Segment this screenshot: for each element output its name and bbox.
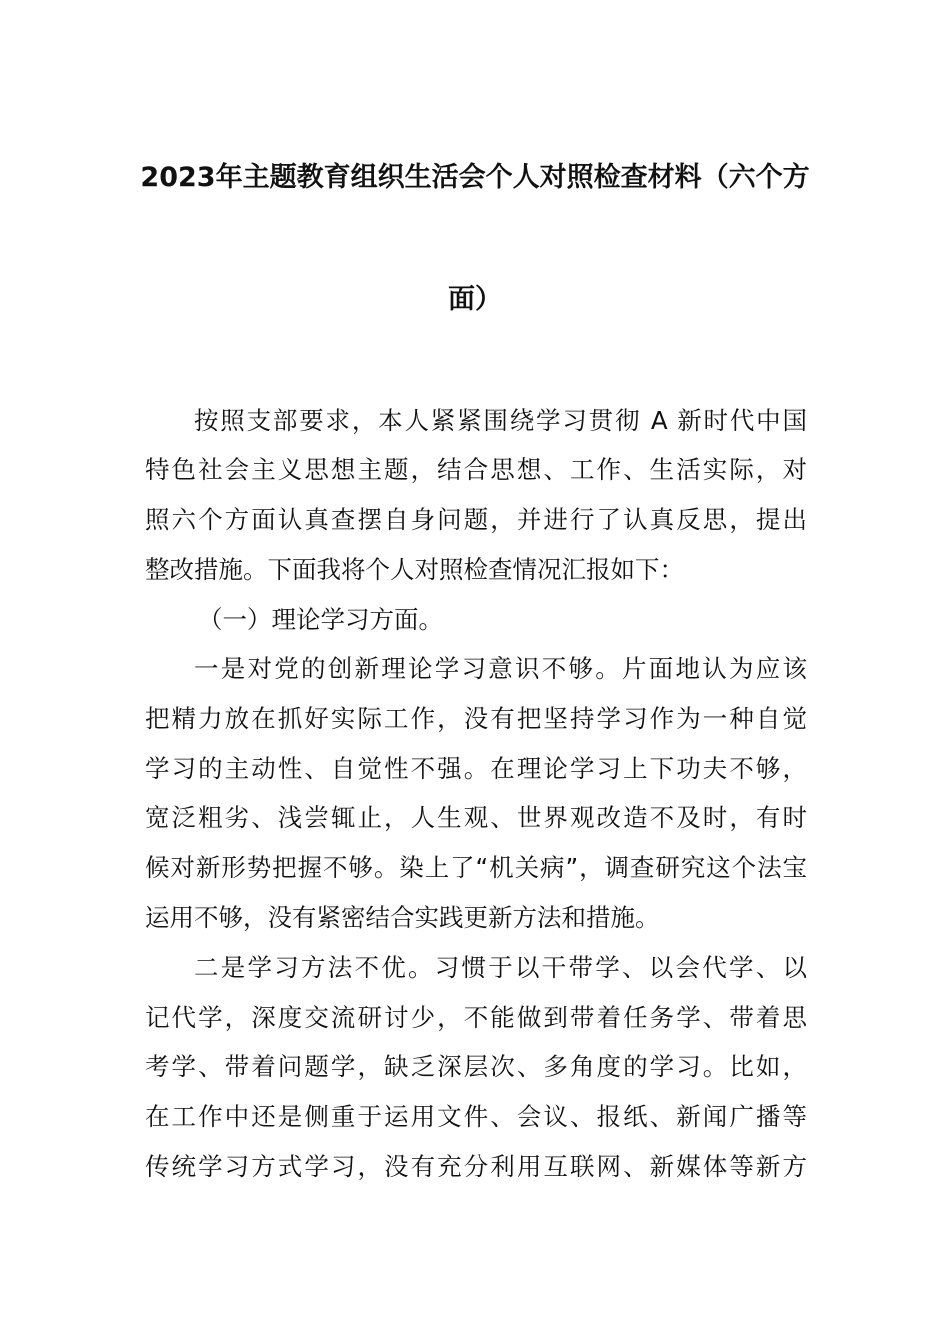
document-title-line-1: 2023年主题教育组织生活会个人对照检查材料（六个方 <box>140 162 810 193</box>
paragraph-line: 学习的主动性、自觉性不强。在理论学习上下功夫不够， <box>145 754 807 783</box>
paragraph-line: 记代学，深度交流研讨少，不能做到带着任务学、带着思 <box>145 1003 807 1032</box>
paragraph-line: 运用不够，没有紧密结合实践更新方法和措施。 <box>145 903 660 932</box>
paragraph-line: 传统学习方式学习，没有充分利用互联网、新媒体等新方 <box>145 1152 807 1181</box>
paragraph-line: 整改措施。下面我将个人对照检查情况汇报如下： <box>145 555 684 584</box>
section-heading: （一）理论学习方面。 <box>198 605 443 634</box>
paragraph-line: 一是对党的创新理论学习意识不够。片面地认为应该 <box>194 654 807 683</box>
paragraph-line: 把精力放在抓好实际工作，没有把坚持学习作为一种自觉 <box>145 704 807 733</box>
paragraph-line: 二是学习方法不优。习惯于以干带学、以会代学、以 <box>194 953 807 982</box>
paragraph-line: 考学、带着问题学，缺乏深层次、多角度的学习。比如， <box>145 1052 807 1081</box>
paragraph-line: 在工作中还是侧重于运用文件、会议、报纸、新闻广播等 <box>145 1102 807 1131</box>
document-title-line-2: 面） <box>448 284 502 315</box>
paragraph-line: 按照支部要求，本人紧紧围绕学习贯彻 A 新时代中国 <box>194 406 807 435</box>
paragraph-line: 宽泛粗劣、浅尝辄止，人生观、世界观改造不及时，有时 <box>145 803 807 832</box>
paragraph-line: 候对新形势把握不够。染上了“机关病”，调查研究这个法宝 <box>145 853 807 882</box>
paragraph-line: 照六个方面认真查摆自身问题，并进行了认真反思，提出 <box>145 505 807 534</box>
paragraph-line: 特色社会主义思想主题，结合思想、工作、生活实际，对 <box>145 455 807 484</box>
